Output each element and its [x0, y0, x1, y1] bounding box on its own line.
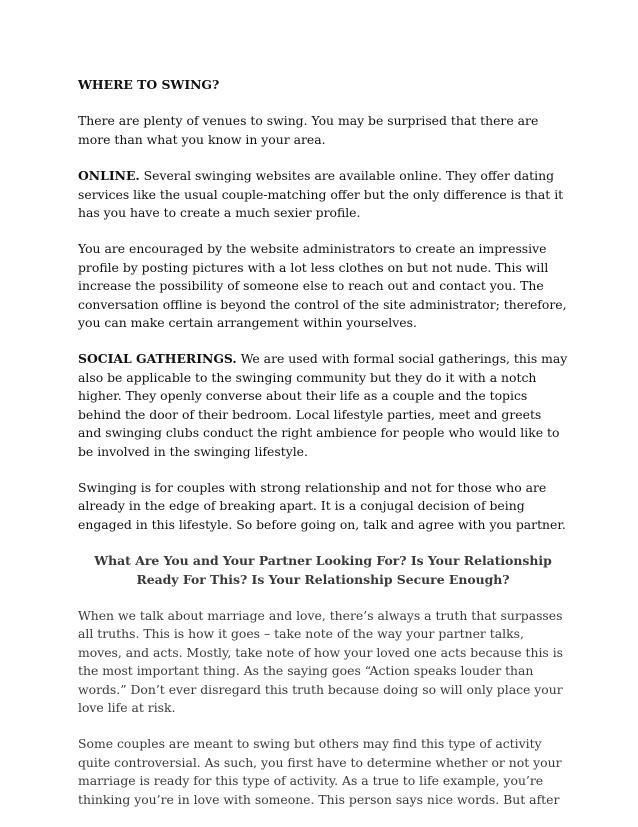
paragraph-encouraged: You are encouraged by the website administrators to create an impressive profile by posting pictures with a lot less clothes on but not nude. This will increase the possibility of someone else to reach out and contact you. The conversation offline is beyond the control of the site administrator; therefore, you can make certain arrangement within yourselves. — [78, 241, 567, 331]
paragraph-marriage: When we talk about marriage and love, there’s always a truth that surpasses all truths. This is how it goes – take note of the way your partner talks, moves, and acts. Mostly, take note of how your loved one acts because this is the most important thing. As the saying goes “Action speaks louder than words.” Don’t ever disregard this truth because doing so will only place your love life at risk. — [78, 607, 564, 715]
social-text: We are used with formal social gatherings, this may also be applicable to the swinging community but they do it with a notch higher. They openly converse about their life as a couple and the topics behind the door of their bedroom. Local lifestyle parties, meet and greets and swinging clubs conduct the right ambience for people who would like to be involved in the swinging lifestyle. — [78, 351, 568, 459]
online-text: Several swinging websites are available online. They offer dating services like the usual couple-matching offer but the only difference is that it has you have to create a much sexier profile. — [78, 168, 564, 221]
paragraph-some-couples: Some couples are meant to swing but others may find this type of activity quite controversial. As such, you first have to determine whether or not your marriage is ready for this type of activity. As a true to life example, you’re thinking you’re in love with someone. This person says nice words. But after — [78, 736, 562, 807]
paragraph-online — [78, 167, 568, 222]
heading-where-to-swing: WHERE TO SWING? — [78, 77, 220, 92]
social-lead: SOCIAL GATHERINGS. — [78, 351, 237, 367]
paragraph-swinging-for: Swinging is for couples with strong relationship and not for those who are already in the edge of breaking apart. It is a conjugal decision of being engaged in this lifestyle. So before going on, talk and agree with you partner. — [78, 479, 566, 532]
online-lead: ONLINE. — [78, 168, 140, 184]
section-title: What Are You and Your Partner Looking For? Is Your Relationship Ready For This? Is Your Relationship Secure Enough? — [94, 553, 552, 587]
paragraph-intro: There are plenty of venues to swing. You may be surprised that there are more than what you know in your area. — [78, 113, 539, 147]
document-page — [78, 76, 568, 827]
paragraph-social-gatherings — [78, 350, 568, 460]
